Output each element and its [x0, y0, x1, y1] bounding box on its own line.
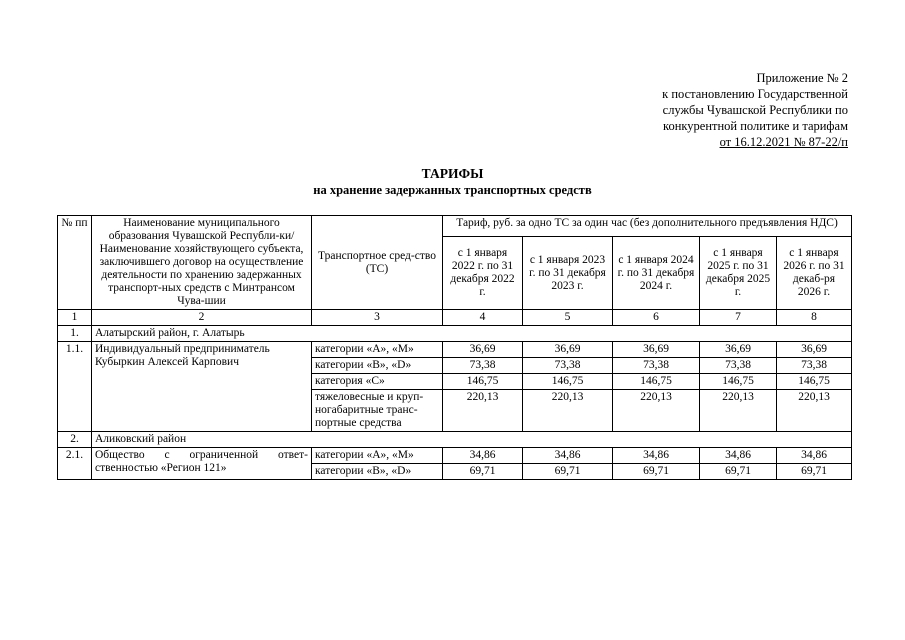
tariff-value: 146,75 [523, 374, 613, 390]
vehicle-category: тяжеловесные и круп-ногабаритные транс-портные средства [312, 390, 443, 432]
column-number-row [58, 310, 852, 326]
column-number: 4 [443, 310, 523, 326]
section-num: 1. [58, 326, 92, 342]
tariff-value: 146,75 [777, 374, 852, 390]
header-tariff: Тариф, руб. за одно ТС за один час (без дополнительного предъявления НДС) [443, 216, 852, 237]
column-number: 1 [58, 310, 92, 326]
vehicle-category: категория «С» [312, 374, 443, 390]
table-row [58, 342, 852, 358]
tariff-value: 146,75 [443, 374, 523, 390]
tariff-value: 146,75 [613, 374, 700, 390]
title-main: ТАРИФЫ [421, 166, 484, 181]
vehicle-category: категории «А», «М» [312, 342, 443, 358]
tariff-value: 220,13 [523, 390, 613, 432]
tariff-value: 220,13 [613, 390, 700, 432]
header-period: с 1 января 2026 г. по 31 декаб-ря 2026 г. [777, 237, 852, 310]
header-period: с 1 января 2023 г. по 31 декабря 2023 г. [523, 237, 613, 310]
tariff-value: 220,13 [777, 390, 852, 432]
tariff-value: 36,69 [613, 342, 700, 358]
tariff-value: 34,86 [700, 448, 777, 464]
appendix-line: к постановлению Государственной [662, 87, 848, 101]
document-title [0, 166, 905, 198]
tariff-value: 69,71 [777, 464, 852, 480]
tariff-value: 220,13 [443, 390, 523, 432]
tariff-value: 73,38 [523, 358, 613, 374]
tariff-value: 146,75 [700, 374, 777, 390]
tariff-value: 220,13 [700, 390, 777, 432]
column-number: 5 [523, 310, 613, 326]
column-number: 7 [700, 310, 777, 326]
entity-num: 1.1. [58, 342, 92, 432]
tariff-table [57, 215, 852, 480]
vehicle-category: категории «А», «М» [312, 448, 443, 464]
header-period: с 1 января 2025 г. по 31 декабря 2025 г. [700, 237, 777, 310]
section-num: 2. [58, 432, 92, 448]
header-name: Наименование муниципального образования Чувашской Республи-ки/ Наименование хозяйствующего субъекта, заключившего договор на осуществление деятельности по хранению задержанных транспорт-ных средств с Минтрансом Чува-шии [92, 216, 312, 310]
vehicle-category: категории «В», «D» [312, 358, 443, 374]
table-row [58, 448, 852, 464]
tariff-value: 73,38 [777, 358, 852, 374]
section-name: Аликовский район [92, 432, 852, 448]
tariff-value: 69,71 [523, 464, 613, 480]
section-name: Алатырский район, г. Алатырь [92, 326, 852, 342]
tariff-value: 73,38 [443, 358, 523, 374]
tariff-value: 69,71 [613, 464, 700, 480]
tariff-value: 36,69 [700, 342, 777, 358]
title-sub: на хранение задержанных транспортных средств [313, 183, 592, 197]
header-period: с 1 января 2024 г. по 31 декабря 2024 г. [613, 237, 700, 310]
column-number: 3 [312, 310, 443, 326]
tariff-value: 69,71 [700, 464, 777, 480]
tariff-value: 73,38 [700, 358, 777, 374]
tariff-value: 69,71 [443, 464, 523, 480]
section-row [58, 432, 852, 448]
appendix-line: службы Чувашской Республики по [662, 103, 848, 117]
appendix-decree-ref: от 16.12.2021 № 87-22/п [719, 135, 848, 149]
tariff-value: 34,86 [523, 448, 613, 464]
tariff-value: 36,69 [777, 342, 852, 358]
section-row [58, 326, 852, 342]
column-number: 8 [777, 310, 852, 326]
appendix-line: конкурентной политике и тарифам [663, 119, 848, 133]
tariff-value: 73,38 [613, 358, 700, 374]
entity-name: Индивидуальный предприниматель Кубыркин Алексей Карпович [92, 342, 312, 432]
tariff-value: 34,86 [443, 448, 523, 464]
header-vehicle: Транспортное сред-ство (ТС) [312, 216, 443, 310]
appendix-line: Приложение № 2 [756, 71, 848, 85]
tariff-value: 36,69 [443, 342, 523, 358]
tariff-value: 34,86 [777, 448, 852, 464]
header-num: № пп [58, 216, 92, 310]
appendix-block [590, 70, 848, 150]
entity-name: Общество с ограниченной ответ-ственностью «Регион 121» [92, 448, 312, 480]
vehicle-category: категории «В», «D» [312, 464, 443, 480]
column-number: 6 [613, 310, 700, 326]
tariff-value: 36,69 [523, 342, 613, 358]
header-period: с 1 января 2022 г. по 31 декабря 2022 г. [443, 237, 523, 310]
entity-num: 2.1. [58, 448, 92, 480]
column-number: 2 [92, 310, 312, 326]
tariff-value: 34,86 [613, 448, 700, 464]
